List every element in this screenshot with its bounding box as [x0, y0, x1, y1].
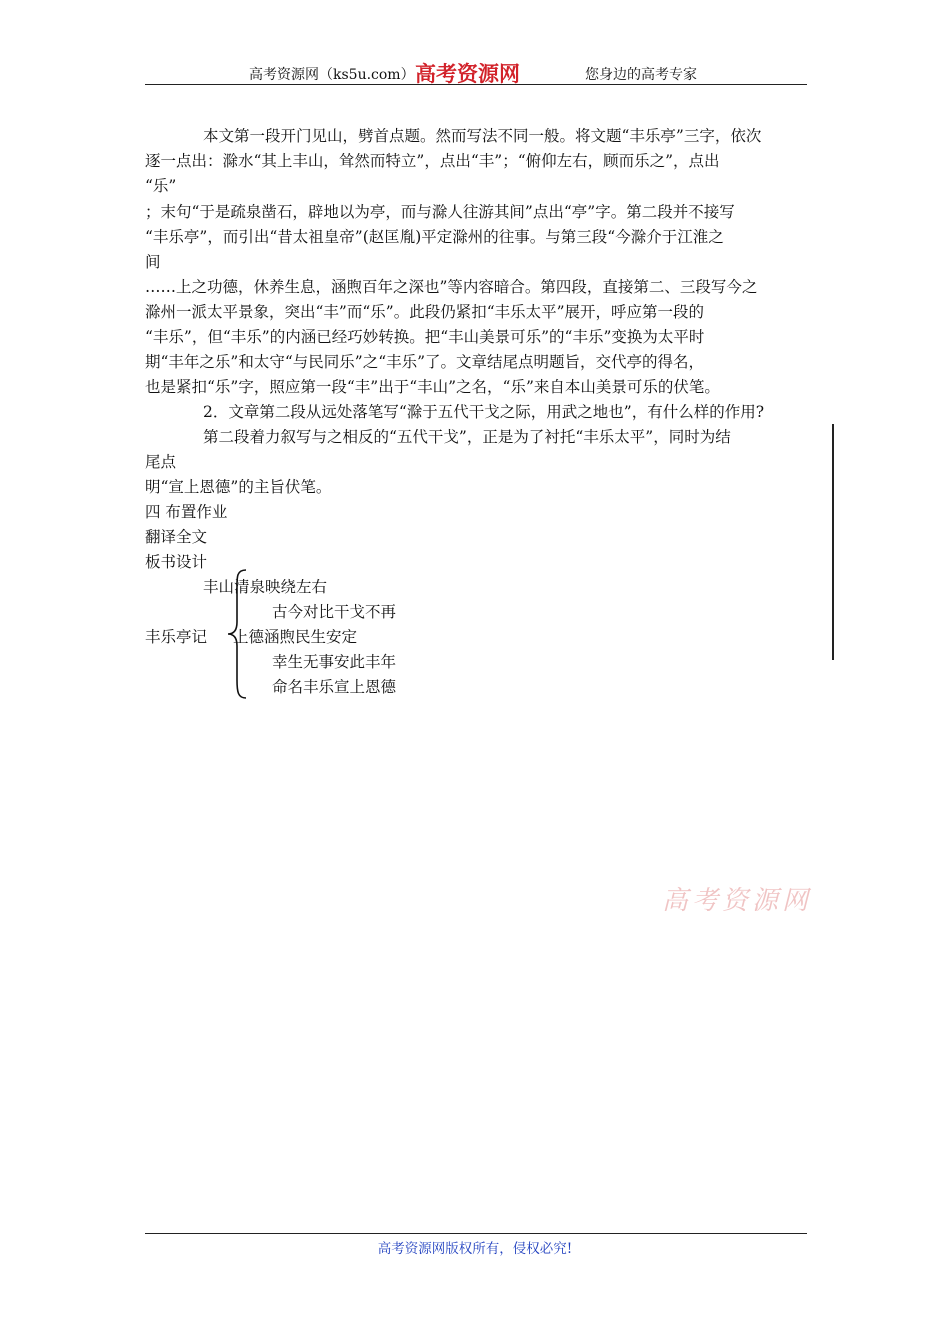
text-line: ……上之功德，休养生息，涵煦百年之深也”等内容暗合。第四段，直接第二、三段写今之 — [145, 278, 758, 296]
text-line: 滁州一派太平景象，突出“丰”而“乐”。此段仍紧扣“丰乐太平”展开，呼应第一段的 — [145, 303, 705, 321]
text-line: “乐” — [145, 177, 177, 195]
text-line: 本文第一段开门见山，劈首点题。然而写法不同一般。将文题“丰乐亭”三字，依次 — [203, 127, 762, 145]
margin-bar — [832, 424, 834, 660]
page-header — [145, 60, 807, 85]
board-item: 上德涵煦民生安定 — [233, 628, 358, 646]
footer-copyright: 高考资源网版权所有，侵权必究! — [377, 1241, 573, 1257]
header-logo: 高考资源网 — [415, 61, 520, 86]
question-2: 2．文章第二段从远处落笔写“滁于五代干戈之际，用武之地也”，有什么样的作用? — [203, 403, 765, 421]
text-line: 间 — [145, 253, 161, 271]
header-slogan: 您身边的高考专家 — [585, 67, 697, 83]
homework-item: 翻译全文 — [145, 528, 208, 546]
watermark: 高考资源网 — [662, 886, 813, 916]
text-line: 期“丰年之乐”和太守“与民同乐”之“丰乐”了。文章结尾点明题旨，交代亭的得名， — [145, 353, 705, 371]
text-line: 尾点 — [145, 453, 177, 471]
text-line: “丰乐亭”，而引出“昔太祖皇帝”(赵匡胤)平定滁州的往事。与第三段“今滁介于江淮之 — [145, 228, 724, 246]
text-line: 也是紧扣“乐”字，照应第一段“丰”出于“丰山”之名，“乐”来自本山美景可乐的伏笔。 — [145, 378, 720, 396]
text-line: ；末句“于是疏泉凿石，辟地以为亭，而与滁人往游其间”点出“亭”字。第二段并不接写 — [145, 203, 735, 221]
board-item: 命名丰乐宣上恩德 — [272, 678, 397, 696]
text-line: 明“宣上恩德”的主旨伏笔。 — [145, 478, 332, 496]
footer-divider — [145, 1233, 807, 1234]
board-item: 古今对比干戈不再 — [272, 603, 397, 621]
text-line: “丰乐”，但“丰乐”的内涵已经巧妙转换。把“丰山美景可乐”的“丰乐”变换为太平时 — [145, 328, 705, 346]
header-site-name: 高考资源网（ks5u.com） — [249, 67, 415, 83]
text-line: 逐一点出：滁水“其上丰山，耸然而特立”，点出“丰”；“俯仰左右，顾而乐之”，点出 — [145, 152, 720, 170]
board-item: 幸生无事安此丰年 — [272, 653, 397, 671]
board-main-title: 丰乐亭记 — [145, 628, 208, 646]
board-item: 丰山清泉映绕左右 — [203, 578, 328, 596]
board-design-title: 板书设计 — [145, 553, 208, 571]
text-line: 第二段着力叙写与之相反的“五代干戈”，正是为了衬托“丰乐太平”，同时为结 — [203, 428, 731, 446]
section-heading: 四 布置作业 — [145, 503, 228, 521]
